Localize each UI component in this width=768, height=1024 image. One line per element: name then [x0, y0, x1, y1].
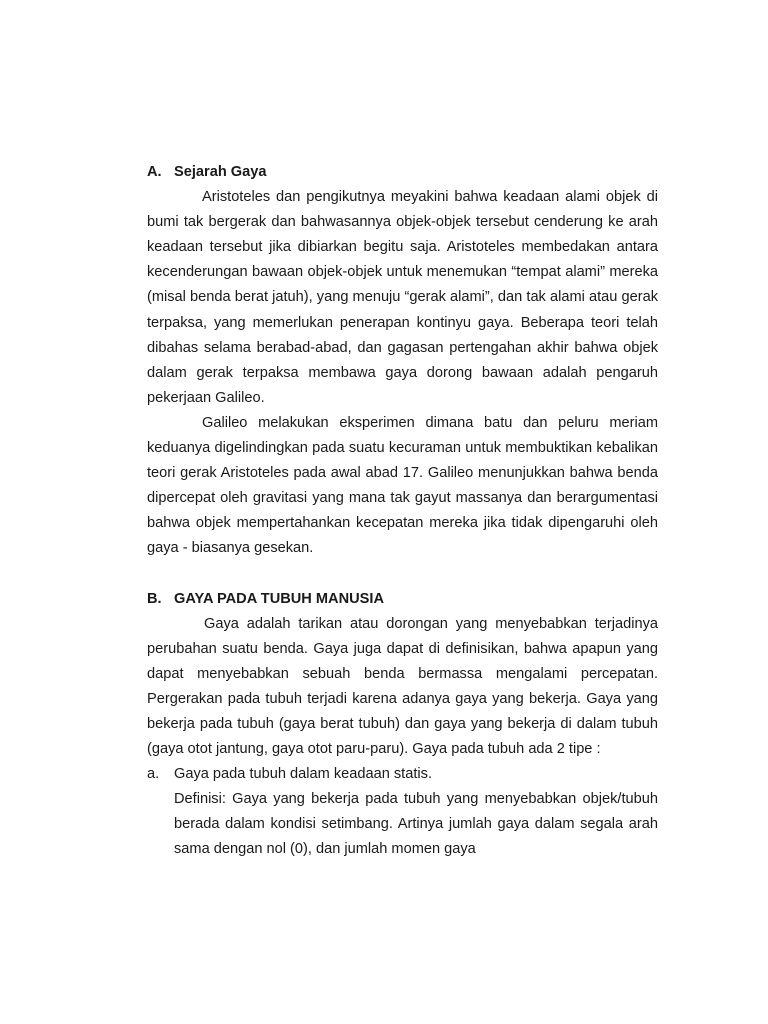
section-a-heading [147, 160, 658, 185]
list-item [147, 762, 658, 787]
section-a-number: A. [147, 164, 162, 180]
section-b-paragraph: Gaya adalah tarikan atau dorongan yang menyebabkan terjadinya perubahan suatu benda. Gaya juga dapat di definisikan, bahwa apapun yang dapat menyebabkan sebuah benda bermassa mengalami percepatan. Pergerakan pada tubuh terjadi karena adanya gaya yang bekerja. Gaya yang bekerja pada tubuh (gaya berat tubuh) dan gaya yang bekerja di dalam tubuh (gaya otot jantung, gaya otot paru-paru). Gaya pada tubuh ada 2 tipe : [147, 615, 658, 758]
list-item-definition: Definisi: Gaya yang bekerja pada tubuh yang menyebabkan objek/tubuh berada dalam kondisi setimbang. Artinya jumlah gaya dalam segala arah sama dengan nol (0), dan jumlah momen gaya [174, 791, 658, 858]
page-content [147, 160, 658, 863]
section-a-paragraph-2: Galileo melakukan eksperimen dimana batu dan peluru meriam keduanya digelindingkan pada suatu kecuraman untuk membuktikan kebalikan teori gerak Aristoteles pada awal abad 17. Galileo menunjukkan bahwa benda dipercepat oleh gravitasi yang mana tak gayut massanya dan berargumentasi bahwa objek mempertahankan kecepatan mereka jika tidak dipengaruhi oleh gaya - biasanya gesekan. [147, 414, 658, 557]
list-item-label: Gaya pada tubuh dalam keadaan statis. [174, 766, 432, 783]
section-a-paragraph-1: Aristoteles dan pengikutnya meyakini bahwa keadaan alami objek di bumi tak bergerak dan bahwasannya objek-objek tersebut cenderung ke arah keadaan tersebut jika dibiarkan begitu saja. Aristoteles membedakan antara kecenderungan bawaan objek-objek untuk menemukan “tempat alami” mereka (misal benda berat jatuh), yang menuju “gerak alami”, dan tak alami atau gerak terpaksa, yang memerlukan penerapan kontinyu gaya. Beberapa teori telah dibahas selama berabad-abad, dan gagasan pertengahan akhir bahwa objek dalam gerak terpaksa membawa gaya dorong bawaan adalah pengaruh pekerjaan Galileo. [147, 189, 658, 406]
list-item-marker: a. [147, 766, 160, 783]
section-b-number: B. [147, 590, 162, 607]
section-b-heading [147, 587, 658, 612]
section-spacer [147, 562, 658, 587]
section-b-title: GAYA PADA TUBUH MANUSIA [174, 590, 385, 607]
section-a-title: Sejarah Gaya [174, 164, 267, 180]
